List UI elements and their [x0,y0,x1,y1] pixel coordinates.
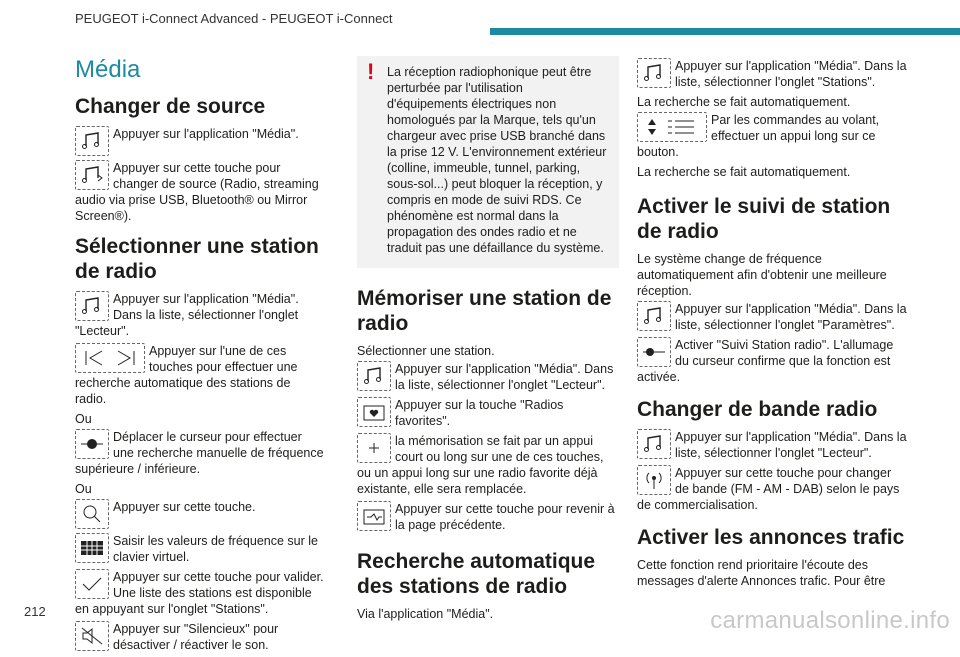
watermark: carmanualsonline.info [710,607,950,634]
favorite-radio-icon [357,397,391,427]
heading-changer-source: Changer de source [75,95,266,118]
step-block [75,343,325,407]
music-note-icon [637,429,671,459]
step-block [637,429,907,461]
step-text: Appuyer sur cette touche pour changer de bande (FM - AM - DAB) selon le pays de commercialisation. [637,466,900,512]
step-text: la mémorisation se fait par un appui court ou long sur une de ces touches, ou un appui long sur une radio favorite déjà existante, elle sera remplacée. [357,434,604,496]
page-title: Média [75,56,141,83]
or-text: Ou [75,412,92,426]
intro-text: Le système change de fréquence automatiquement afin d'obtenir une meilleure réception. [637,252,887,298]
warning-icon: ! [367,59,375,84]
step-text: Appuyer sur cette touche pour revenir à la page précédente. [395,502,615,532]
music-note-icon [637,301,671,331]
heading-suivi-station: Activer le suivi de station de radio [637,195,891,243]
or-text: Ou [75,482,92,496]
step-block [637,58,907,90]
step-block [75,499,325,529]
antenna-icon [637,465,671,495]
step-block [637,337,907,385]
step-block [357,501,619,533]
step-block [75,533,325,565]
column-2 [357,50,619,624]
warning-note [357,56,619,268]
body-text: La recherche se fait automatiquement. [637,165,851,179]
column-1 [75,50,325,657]
step-text: Appuyer sur cette touche pour valider. Une liste des stations est disponible en appuyant sur l'onglet "Stations". [75,570,324,616]
check-icon [75,569,109,599]
steering-controls-icon [637,112,707,142]
search-icon [75,499,109,529]
page-number: 212 [24,604,46,619]
media-source-icon [75,160,109,190]
step-block [75,621,325,653]
step-text: Déplacer le curseur pour effectuer une recherche manuelle de fréquence supérieure / inférieure. [75,430,324,476]
intro-text: Cette fonction rend prioritaire l'écoute des messages d'alerte Annonces trafic. Pour être [637,558,886,588]
music-note-icon [637,58,671,88]
step-text: Appuyer sur l'application "Média". Dans la liste, sélectionner l'onglet "Stations". [675,59,907,89]
step-text: Par les commandes au volant, effectuer un appui long sur ce bouton. [637,113,880,159]
toggle-icon [637,337,671,367]
heading-memoriser-station: Mémoriser une station de radio [357,287,612,335]
step-text: Appuyer sur cette touche. [113,500,256,514]
skip-prev-next-icon [75,343,145,373]
step-block [75,429,325,477]
step-block [637,112,907,160]
step-text: Appuyer sur l'une de ces touches pour effectuer une recherche automatique des stations de radio. [75,344,298,406]
body-text: La recherche se fait automatiquement. [637,95,851,109]
step-block [637,301,907,333]
step-text: Appuyer sur l'application "Média". [113,127,299,141]
heading-annonces-trafic: Activer les annonces trafic [637,526,905,549]
heading-selectionner-station: Sélectionner une station de radio [75,235,319,283]
step-block [357,433,619,497]
intro-text: Sélectionner une station. [357,344,495,358]
mute-icon [75,621,109,651]
step-text: Appuyer sur cette touche pour changer de source (Radio, streaming audio via prise USB, Bluetooth® ou Mirror Screen®). [75,161,319,223]
music-note-icon [75,291,109,321]
step-text: Activer "Suivi Station radio". L'allumage du curseur confirme que la fonction est activée. [637,338,894,384]
keyboard-icon [75,533,109,563]
header-accent-bar [490,28,960,35]
note-text: La réception radiophonique peut être perturbée par l'utilisation d'équipements électriques non homologués par la Marque, tels qu'un chargeur avec prise USB branché dans la prise 12 V. L'environnement extérieur (colline, immeuble, tunnel, parking, sous-sol...) peut bloquer la réception, y compris en mode de suivi RDS. Ce phénomène est normal dans la propagation des ondes radio et ne traduit pas une défaillance du système. [387,65,607,255]
step-text: Appuyer sur l'application "Média". Dans la liste, sélectionner l'onglet "Lecteur". [395,362,614,392]
step-block [637,465,907,513]
column-3 [637,56,907,591]
add-preset-icon [357,433,391,463]
step-block [75,291,325,339]
step-text: Appuyer sur l'application "Média". Dans la liste, sélectionner l'onglet "Lecteur". [75,292,299,338]
step-block [75,126,325,156]
step-block [357,361,619,393]
step-block [75,160,325,224]
heading-bande-radio: Changer de bande radio [637,398,878,421]
heading-recherche-auto: Recherche automatique des stations de radio [357,550,596,598]
running-header: PEUGEOT i-Connect Advanced - PEUGEOT i-Connect [75,11,393,26]
step-text: Appuyer sur l'application "Média". Dans la liste, sélectionner l'onglet "Paramètres". [675,302,907,332]
step-text: Appuyer sur la touche "Radios favorites". [395,398,564,428]
step-text: Appuyer sur l'application "Média". Dans la liste, sélectionner l'onglet "Lecteur". [675,430,907,460]
music-note-icon [357,361,391,391]
intro-text: Via l'application "Média". [357,607,494,621]
music-note-icon [75,126,109,156]
step-text: Saisir les valeurs de fréquence sur le clavier virtuel. [113,534,318,564]
step-block [75,569,325,617]
step-block [357,397,619,429]
back-icon [357,501,391,531]
step-text: Appuyer sur "Silencieux" pour désactiver / réactiver le son. [113,622,279,652]
slider-icon [75,429,109,459]
